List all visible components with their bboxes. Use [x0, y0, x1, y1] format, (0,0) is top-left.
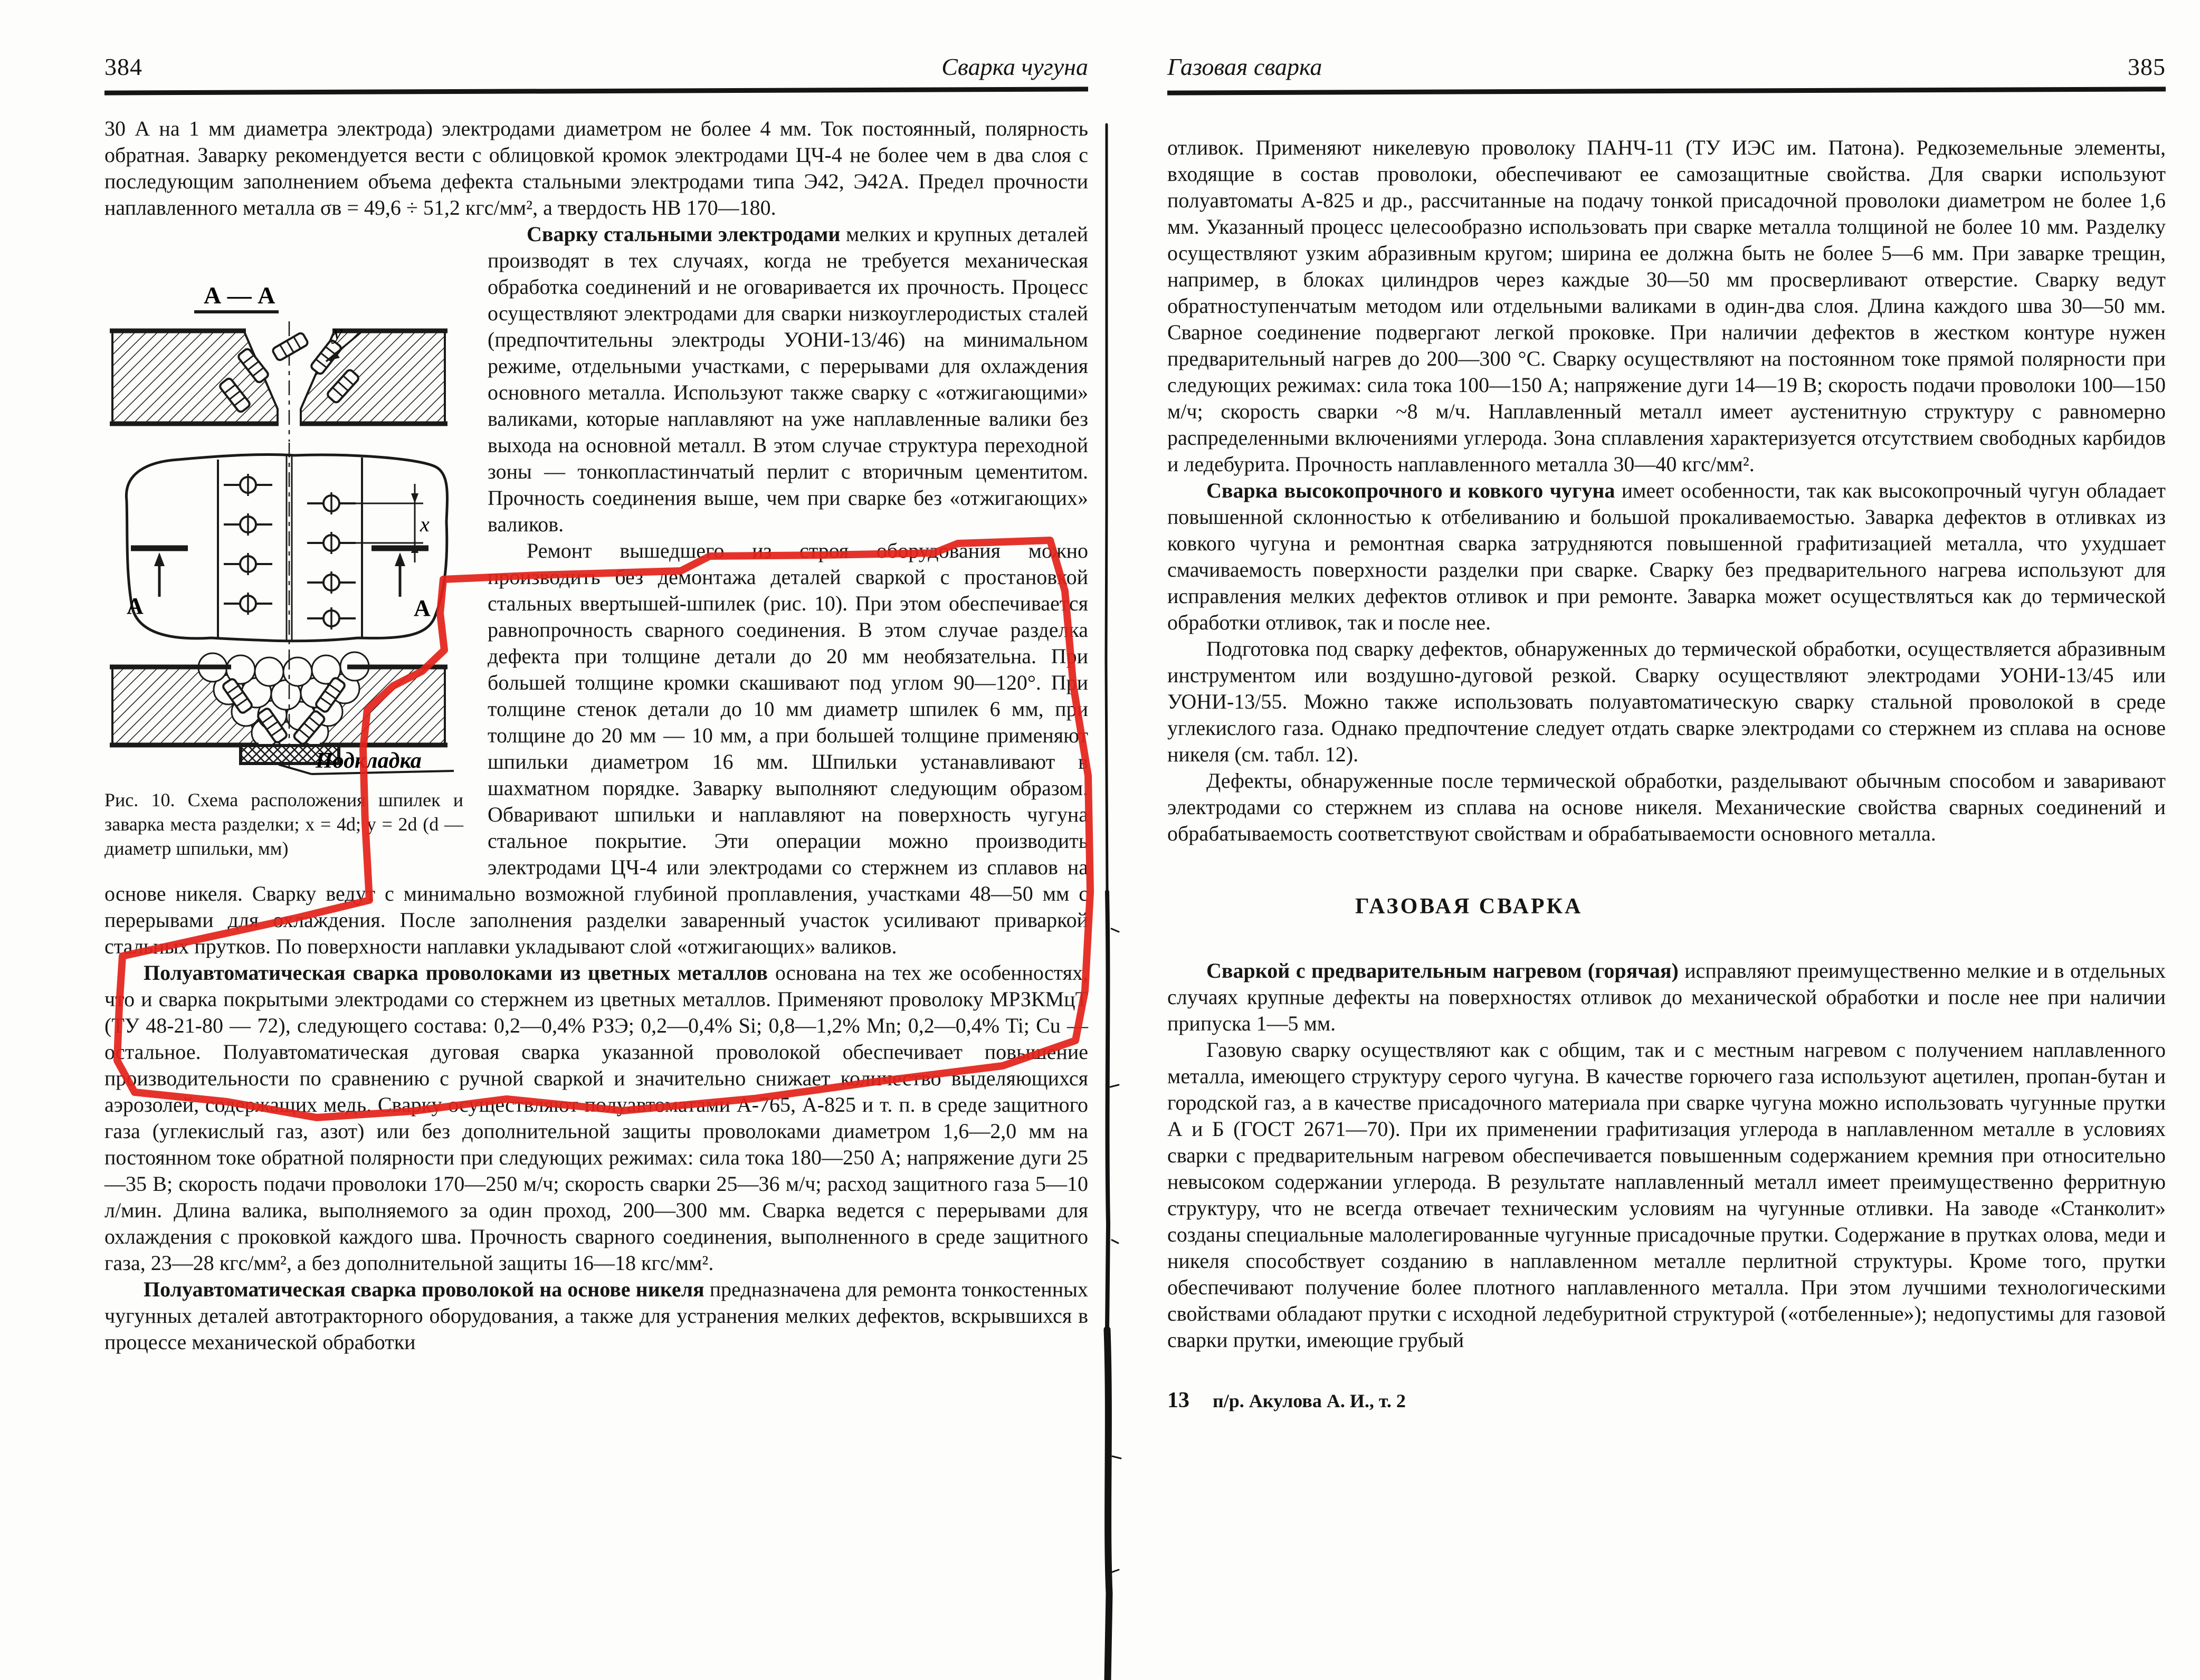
figure-10-caption: Рис. 10. Схема расположения шпилек и заварка места разделки; x = 4d; y = 2d (d — диаметр шпильки, мм) [104, 789, 463, 859]
page-384-body [104, 116, 1088, 1356]
paragraph-preparation: Подготовка под сварку дефектов, обнаруженных до термической обработки, осуществляется абразивным инструментом или воздушно-дуговой резкой. Сварку осуществляют электродами УОНИ-13/45 или УОНИ-13/55. Можно также использовать полуавтоматическую сварку стальной проволокой в среде углекислого газа. Однако предпочтение следует отдать сварке электродами со стержнем из сплава на основе никеля (см. табл. 12). [1167, 637, 2166, 766]
paragraph-lead: Сварка высокопрочного и ковкого чугуна [1206, 479, 1615, 502]
paragraph-continuation: отливок. Применяют никелевую проволоку ПАНЧ-11 (ТУ ИЭС им. Патона). Редкоземельные элементы, входящие в состав проволоки, обеспечивают ее самозащитные свойства. Для сварки используют полуавтоматы А-825 и др., рассчитанные на подачу тонкой присадочной проволоки диаметром не более 1,6 мм. Указанный процесс целесообразно использовать при сварке металла толщиной не более 10 мм. Разделку осуществляют узким абразивным кругом; ширина ее должна быть не более 5—6 мм. При заварке трещин, например, в блоках цилиндров через каждые 30—50 мм просверливают отверстие. Сварку ведут обратноступенчатым методом или отдельными валиками в один-два слоя. Длина каждого шва 30—50 мм. Сварное соединение подвергают легкой проковке. При наличии дефектов в жестком контуре нужен предварительный нагрев до 200—300 °С. Сварку осуществляют на постоянном токе прямой полярности при следующих режимах: сила тока 100—150 А; напряжение дуги 14—19 В; скорость подачи проволоки 100—150 м/ч; скорость сварки ~8 м/ч. Наплавленный металл имеет аустенитную структуру с равномерно распределенными включениями углерода. Зона сплавления характеризуется отсутствием свободных карбидов и ледебурита. Прочность наплавленного металла 30—40 кгс/мм². [1167, 136, 2166, 476]
figure-dim-x-label: x [420, 512, 430, 536]
page-385 [1167, 53, 2166, 1433]
paragraph-lead: Полуавтоматическая сварка проволокой на основе никеля [144, 1277, 704, 1301]
footer-editor-note: п/р. Акулова А. И., т. 2 [1213, 1390, 1406, 1411]
paragraph-text: предназначена для ремонта тонкостенных чугунных деталей автотракторного оборудования, а также для устранения мелких дефектов, вскрывшихся в процессе механической обработки [104, 1277, 1088, 1354]
paragraph-nickel-wire [104, 1276, 1088, 1356]
paragraph-text: исправляют преимущественно мелкие и в отдельных случаях крупные дефекты на поверхностях отливок до механической обработки и после нее при наличии припуска 1—5 мм. [1167, 959, 2166, 1035]
page-385-header [1167, 53, 2166, 81]
page-384 [104, 53, 1088, 1356]
running-title-right: Газовая сварка [1167, 53, 1322, 80]
paragraph-text: основана на тех же особенностях, что и сварка покрытыми электродами со стержнем из цветных металлов. Применяют проволоку МРЗКМцТ (ТУ 48-21-80 — 72), следующего состава: 0,2—0,4% РЗЭ; 0,2—0,4% Si; 0,8—1,2% Mn; 0,2—0,4% Ti; Cu — остальное. Полуавтоматическая дуговая сварка указанной проволокой обеспечивает повышение производительности по сравнению с ручной сваркой и значительно снижает количество выделяющихся аэрозолей, содержащих медь. Сварку осуществляют полуавтоматами А-765, А-825 и т. п. в среде защитного газа (углекислый газ, азот) или без дополнительной защиты проволоками диаметром 1,6—2,0 мм на постоянном токе обратной полярности при следующих режимах: сила тока 180—250 А; напряжение дуги 25—35 В; скорость подачи проволоки 170—250 м/ч; скорость сварки 25—36 м/ч; расход защитного газа 5—10 л/мин. Длина валика, выполняемого за один проход, 200—300 мм. Сварка ведется с перерывами для охлаждения с проковкой каждого шва. Прочность сварного соединения, выполненного в среде защитного газа, 23—28 кгс/мм², а без дополнительной защиты 16—18 кгс/мм². [104, 961, 1088, 1275]
paragraph-text: имеет особенности, так как высокопрочный чугун обладает повышенной склонностью к отбеливанию и большой прокаливаемостью. Заварка дефектов в отливках из ковкого чугуна и ремонтная сварка затрудняются повышенной графитизацией металла, что ухудшает смачиваемость поверхности разделки при сварке. Сварку без предварительного нагрева используют для исправления мелких дефектов отливок и при ремонте. Заварка может осуществляться как до термической обработки отливок, так и после нее. [1167, 479, 2166, 634]
figure-section-arrow-right: А [414, 595, 431, 621]
paragraph-ductile-iron [1167, 478, 2166, 636]
page-footer [1167, 1387, 2166, 1414]
paragraph-lead: Полуавтоматическая сварка проволоками из цветных металлов [144, 961, 768, 985]
figure-section-label: А — А [204, 282, 275, 309]
page-384-header [104, 53, 1088, 81]
page-gutter-shadow [1106, 125, 1121, 1680]
figure-backing-label: Подкладка [316, 749, 422, 773]
paragraph-gas-welding-process: Газовую сварку осуществляют как с общим, так и с местным нагревом с получением наплавленного металла, имеющего структуру серого чугуна. В качестве горючего газа используют ацетилен, пропан-бутан и городской газ, а в качестве присадочного материала при сварке чугуна можно использовать чугунные прутки А и Б (ГОСТ 2671—70). При их применении графитизация углерода в наплавленном металле в условиях сварки с предварительным нагревом обеспечивается повышенным содержанием кремния при относительно невысоком содержании углерода. В результате наплавленный металл имеет преимущественно ферритную структуру, что не всегда отвечает техническим условиям на чугунные отливки. На заводе «Станколит» созданы специальные малолегированные чугунные присадочные прутки. Содержание в прутках олова, меди и никеля способствует созданию в наплавленном металле перлитной структуры. Кроме того, прутки обеспечивают получение более плотного наплавленного металла. При этом лучшими технологическими свойствами обладают прутки с исходной ледебуритной структурой («отбеленные»); недопустимы для газовой сварки прутки, имеющие грубый [1167, 1038, 2166, 1352]
figure-section-arrow-left: А [127, 593, 144, 619]
paragraph-continuation: 30 А на 1 мм диаметра электрода) электродами диаметром не более 4 мм. Ток постоянный, полярность обратная. Заварку рекомендуется вести с облицовкой кромок электродами ЦЧ-4 не более чем в два слоя с последующим заполнением объема дефекта стальными электродами типа Э42, Э42А. Предел прочности наплавленного металла σв = 49,6 ÷ 51,2 кгс/мм², а твердость НВ 170—180. [104, 117, 1088, 219]
figure-dim-y-label: y [333, 320, 342, 344]
paragraph-text: мелких и крупных деталей производят в тех случаях, когда не требуется механическая обработка соединений и не оговаривается их прочность. Процесс осуществляют электродами для сварки низкоуглеродистых сталей (предпочтительны электроды УОНИ-13/46) на минимальном режиме, отдельными участками, с перерывами для охлаждения основного металла. Используют также сварку с «отжигающими» валиками, которые наплавляют на уже наплавленные валики без выхода на основной металл. В этом случае структура переходной зоны — тонкопластинчатый перлит с вторичным цементитом. Прочность соединения выше, чем при сварке без «отжигающих» валиков. [488, 222, 1089, 536]
paragraph-lead: Сварку стальными электродами [527, 222, 841, 246]
paragraph-hot-welding [1167, 958, 2166, 1037]
paragraph-repair-circled: Ремонт вышедшего из строя оборудования можно производить без демонтажа деталей сваркой с простановкой стальных ввертышей-шпилек (рис. 10). При этом обеспечивается равнопрочность сварного соединения. В этом случае разделка дефекта при толщине детали до 20 мм необязательна. При большей толщине кромки скашивают под углом 90—120°. При толщине стенок детали до 10 мм диаметр шпилек 6 мм, при толщине до 20 мм — 10 мм, а при большей толщине применяют шпильки диаметром 16 мм. Шпильки устанавливают в шахматном порядке. Заварку выполняют следующим образом. Обваривают шпильки и наплавляют на поверхность чугуна стальное покрытие. Эти операции можно производить электродами ЦЧ-4 или электродами со стержнем из сплавов на основе никеля. Сварку ведут с минимально возможной глубиной проплавления, участками 48—50 мм с перерывами для охлаждения. После заполнения разделки заваренный участок усиливают приваркой стальных прутков. По поверхности наплавки укладывают слой «отжигающих» валиков. [104, 539, 1088, 958]
running-title-left: Сварка чугуна [941, 53, 1088, 80]
header-rule-right [1167, 87, 2166, 95]
paragraph-lead: Сваркой с предварительным нагревом (горячая) [1206, 959, 1679, 982]
page-number-left: 384 [104, 53, 142, 80]
page-number-right: 385 [2128, 53, 2166, 80]
section-heading-gas-welding: ГАЗОВАЯ СВАРКА [1355, 894, 1583, 919]
figure-10 [104, 273, 463, 861]
header-rule-left [104, 87, 1088, 95]
paragraph-semiauto-wires [104, 960, 1088, 1276]
page-385-body [1167, 135, 2166, 1414]
footer-signature-number: 13 [1167, 1388, 1189, 1412]
paragraph-defects-after-heat: Дефекты, обнаруженные после термической обработки, разделывают обычным способом и заваривают электродами со стержнем из сплава на основе никеля. Механические свойства сварных соединений и обрабатываемость соответствуют свойствам и обрабатываемости основного металла. [1167, 769, 2166, 845]
figure-10-drawing [104, 273, 463, 779]
